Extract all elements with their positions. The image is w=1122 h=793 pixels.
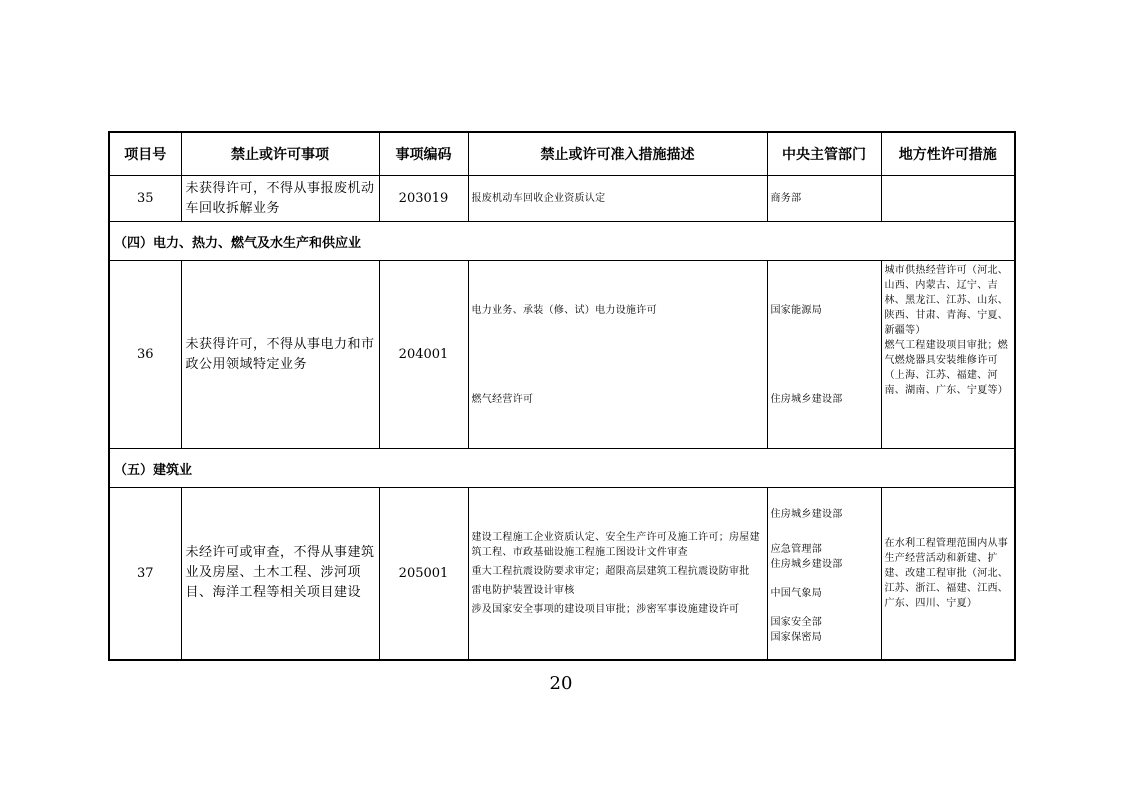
- row-item: 未经许可或审查，不得从事建筑业及房屋、土木工程、涉河项目、海洋工程等相关项目建设: [181, 488, 379, 660]
- section-heading: （四）电力、热力、燃气及水生产和供应业: [109, 222, 1015, 261]
- row-item: 未获得许可，不得从事电力和市政公用领域特定业务: [181, 261, 379, 449]
- row-description: [468, 261, 767, 449]
- row-number: 35: [109, 176, 181, 222]
- row-number: 37: [109, 488, 181, 660]
- header-local-measures: 地方性许可措施: [881, 132, 1015, 176]
- section-heading: （五）建筑业: [109, 449, 1015, 488]
- dept-line: 应急管理部: [770, 544, 822, 556]
- row-number: 36: [109, 261, 181, 449]
- table-row: [109, 176, 1015, 222]
- dept-line: 国家安全部: [770, 617, 822, 629]
- local-line: 燃气工程建设项目审批；燃气燃烧器具安装维修许可（上海、江苏、福建、河南、湖南、广东、宁夏等）: [884, 340, 1009, 396]
- row-description: 报废机动车回收企业资质认定: [468, 176, 767, 222]
- table-header-row: [109, 132, 1015, 176]
- row-dept: [767, 488, 881, 660]
- description-line: 雷电防护装置设计审核: [471, 584, 575, 596]
- row-dept: 商务部: [767, 176, 881, 222]
- description-line: 涉及国家安全事项的建设项目审批；涉密军事设施建设许可: [471, 603, 740, 615]
- dept-line: 住房城乡建设部: [770, 559, 843, 571]
- header-central-dept: 中央主管部门: [767, 132, 881, 176]
- row-code: 203019: [379, 176, 468, 222]
- description-line: 重大工程抗震设防要求审定；超限高层建筑工程抗震设防审批: [471, 565, 750, 577]
- dept-line: 中国气象局: [770, 588, 822, 600]
- row-code: 205001: [379, 488, 468, 660]
- header-item-number: 项目号: [109, 132, 181, 176]
- section-row: [109, 449, 1015, 488]
- description-line: 建设工程施工企业资质认定、安全生产许可及施工许可；房屋建筑工程、市政基础设施工程施工图设计文件审查: [471, 531, 760, 558]
- dept-line: 住房城乡建设部: [770, 509, 843, 521]
- header-description: 禁止或许可准入措施描述: [468, 132, 767, 176]
- section-row: [109, 222, 1015, 261]
- table-row: [109, 488, 1015, 660]
- header-code: 事项编码: [379, 132, 468, 176]
- row-description: [468, 488, 767, 660]
- local-line: 城市供热经营许可（河北、山西、内蒙古、辽宁、吉林、黑龙江、江苏、山东、陕西、甘肃、青海、宁夏、新疆等）: [884, 265, 1009, 336]
- header-item: 禁止或许可事项: [181, 132, 379, 176]
- table-row: [109, 261, 1015, 449]
- description-line: 燃气经营许可: [471, 393, 534, 405]
- dept-line: 国家能源局: [770, 304, 822, 316]
- row-item: 未获得许可，不得从事报废机动车回收拆解业务: [181, 176, 379, 222]
- page-number: 20: [549, 673, 573, 694]
- row-dept: [767, 261, 881, 449]
- description-line: 电力业务、承装（修、试）电力设施许可: [471, 304, 657, 316]
- dept-line: 国家保密局: [770, 632, 822, 644]
- row-local: [881, 176, 1015, 222]
- row-code: 204001: [379, 261, 468, 449]
- row-local: [881, 261, 1015, 449]
- permit-table: [108, 131, 1016, 661]
- dept-line: 住房城乡建设部: [770, 393, 843, 405]
- row-local: 在水利工程管理范围内从事生产经营活动和新建、扩建、改建工程审批（河北、江苏、浙江、福建、江西、广东、四川、宁夏）: [881, 488, 1015, 660]
